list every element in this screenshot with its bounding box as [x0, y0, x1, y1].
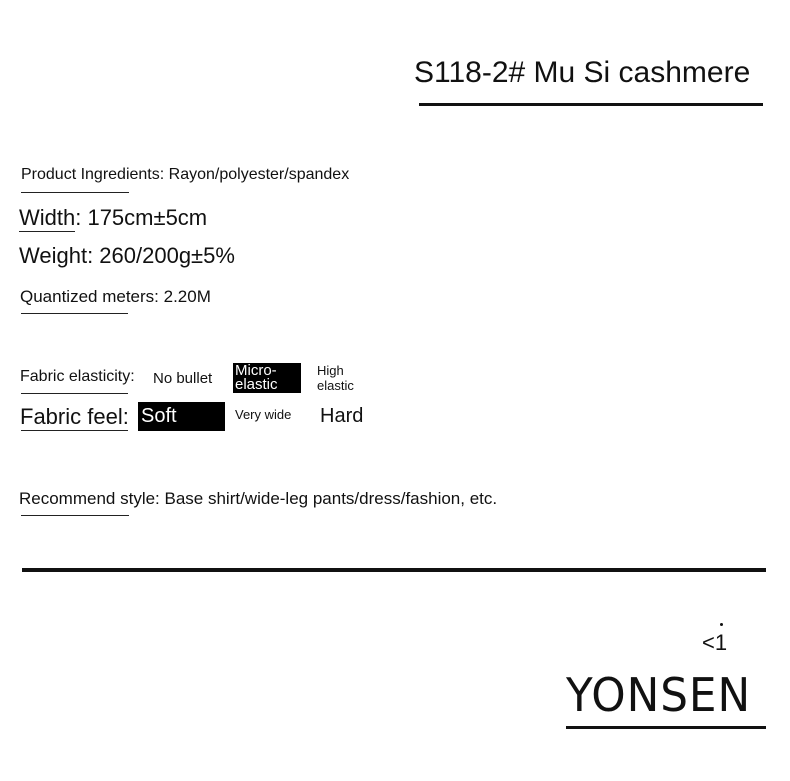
- feel-label: Fabric feel:: [20, 404, 129, 429]
- recommend-underline: [21, 515, 129, 516]
- elasticity-option-no-bullet: No bullet: [153, 370, 213, 387]
- title-underline: [419, 103, 763, 106]
- elasticity-underline: [21, 393, 128, 394]
- page-marker-dot: [720, 623, 723, 626]
- feel-option-soft: Soft: [138, 402, 225, 431]
- meters-underline: [21, 313, 128, 314]
- width-spec: Width: 175cm±5cm: [19, 205, 208, 230]
- feel-option-very-wide: Very wide: [235, 407, 292, 422]
- feel-option-hard: Hard: [320, 405, 364, 427]
- ingredients-spec: Product Ingredients: Rayon/polyester/spandex: [21, 166, 350, 183]
- elasticity-option-micro-elastic: Micro-elastic: [233, 363, 301, 393]
- recommend-style: Recommend style: Base shirt/wide-leg pants/dress/fashion, etc.: [19, 489, 498, 508]
- page-number: <1: [702, 630, 728, 655]
- elasticity-option-high-elastic: High elastic: [317, 363, 354, 393]
- width-underline: [19, 231, 75, 232]
- section-divider: [22, 568, 766, 572]
- weight-spec: Weight: 260/200g±5%: [19, 243, 235, 268]
- ingredients-underline: [21, 192, 129, 193]
- brand-underline: [566, 726, 766, 729]
- meters-spec: Quantized meters: 2.20M: [20, 287, 211, 306]
- brand-logo: YONSEN: [566, 668, 752, 722]
- elasticity-label: Fabric elasticity:: [20, 368, 135, 385]
- product-title: S118-2# Mu Si cashmere: [414, 56, 751, 89]
- feel-underline: [21, 430, 128, 431]
